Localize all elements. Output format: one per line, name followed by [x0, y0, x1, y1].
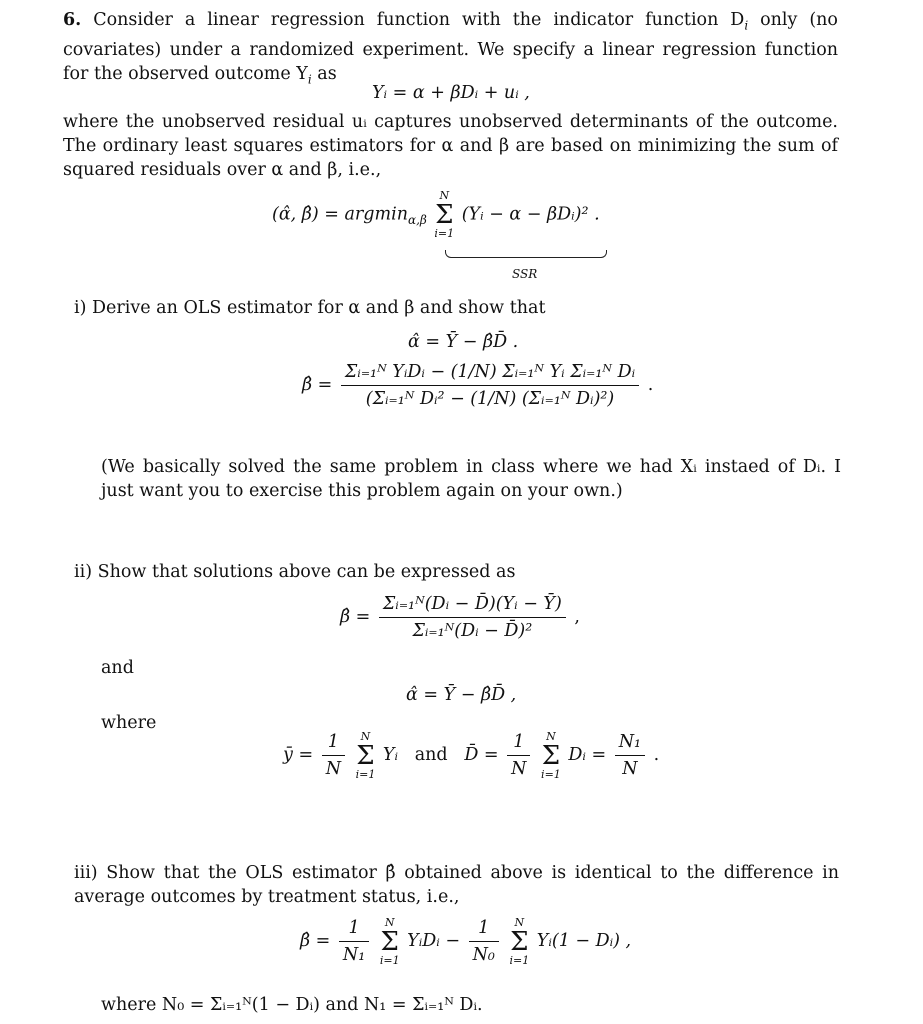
control-sum-upper: N [514, 915, 525, 929]
treated-sum-lower: i=1 [379, 953, 400, 967]
inv-n1-fraction [339, 916, 369, 967]
ybar-sum-upper: N [360, 729, 371, 743]
n1-over-n-fraction [615, 730, 645, 781]
control-term: Yᵢ(1 − Dᵢ) , [536, 931, 632, 951]
ybar-term: Yᵢ [382, 745, 398, 765]
means-and-word: and [414, 745, 448, 765]
part-ii-beta-numerator: Σᵢ₌₁ᴺ(Dᵢ − D̄)(Yᵢ − Ȳ) [379, 592, 566, 618]
part-ii-alpha-equation: α̂ = Ȳ − β̂D̄ , [406, 685, 517, 705]
treated-sum-upper: N [384, 915, 395, 929]
inv-n0-denominator: N₀ [472, 945, 495, 965]
part-ii-and-word: and [101, 658, 134, 678]
part-i-text: Derive an OLS estimator for α and β and show that [92, 298, 546, 318]
part-ii-label: ii) [74, 562, 93, 582]
ssr-label: SSR [512, 267, 538, 281]
dbar-fraction-denominator: N [511, 759, 527, 779]
ssr-underbrace [445, 250, 607, 258]
part-ii-beta-denominator: Σᵢ₌₁ᴺ(Dᵢ − D̄)² [412, 621, 533, 641]
treated-sum: N Σ i=1 [379, 915, 400, 967]
inv-n1-denominator: N₁ [342, 945, 366, 965]
part-i-beta-equation [302, 360, 653, 411]
argmin-sum-upper: N [439, 189, 450, 202]
part-i-beta-fraction [341, 360, 639, 411]
ybar-fraction [322, 730, 345, 781]
control-sum: N Σ i=1 [509, 915, 530, 967]
problem-number: 6. [63, 10, 82, 30]
dbar-fraction [507, 730, 530, 781]
problem-intro: 6. Consider a linear regression function with the indicator function $D_i$ only (no covariates) under a randomized experiment. We specify a linear regression function for the observed outcome $Y_i$ as [63, 10, 838, 86]
dbar-term: Dᵢ = [568, 745, 607, 765]
dbar-sum-lower: i=1 [541, 767, 561, 781]
inv-n0-fraction [469, 916, 499, 967]
part-iii-beta-lhs: β̂ = [300, 931, 331, 951]
part-ii-where-word: where [101, 713, 157, 733]
n1-over-n-numerator: N₁ [615, 730, 645, 756]
part-ii-means-equation [283, 730, 659, 781]
intro-line-1: Consider a linear regression function with the indicator function D [93, 10, 745, 30]
argmin-sum: N Σ i=1 [434, 189, 455, 240]
means-end-dot: . [653, 745, 660, 765]
inv-n0-numerator: 1 [469, 916, 499, 942]
residual-paragraph: where the unobserved residual uᵢ captures unobserved determinants of the outcome. The ordinary least squares estimators for α and β are based on minimizing the sum of squared residuals over α and β, i.e., [63, 112, 838, 180]
part-i-beta-end: . [647, 375, 654, 395]
dbar-sum: N Σ i=1 [541, 729, 561, 781]
intro-line-2: only (no covariates) under a randomized experiment. We specify a linear regression function for the observed outcome Y [63, 10, 838, 84]
ybar-fraction-numerator: 1 [322, 730, 345, 756]
inv-n1-numerator: 1 [339, 916, 369, 942]
dbar-lhs: D̄ = [464, 745, 499, 765]
ybar-lhs: ȳ = [283, 745, 314, 765]
part-iii [74, 861, 839, 909]
part-i [74, 296, 844, 320]
part-ii-beta-lhs: β̂ = [340, 607, 371, 627]
argmin-equation [272, 190, 600, 240]
part-i-note: (We basically solved the same problem in class where we had Xᵢ instaed of Dᵢ. I just want you to exercise this problem again on your own.) [101, 457, 841, 501]
part-iii-beta-equation [300, 916, 631, 967]
ybar-fraction-denominator: N [325, 759, 342, 779]
control-sum-lower: i=1 [509, 953, 530, 967]
dbar-sum-upper: N [546, 729, 556, 743]
treated-term: YᵢDᵢ − [407, 931, 460, 951]
ybar-sum-lower: i=1 [355, 767, 376, 781]
part-iii-label: iii) [74, 863, 98, 883]
part-i-beta-lhs: β̂ = [302, 375, 333, 395]
argmin-summand: (Yᵢ − α − βDᵢ)² . [461, 204, 600, 225]
part-ii [74, 560, 844, 584]
model-equation: Yᵢ = α + βDᵢ + uᵢ , [372, 83, 530, 103]
argmin-lhs: (α̂, β̂) = argmin [272, 204, 408, 225]
part-ii-beta-equation [340, 592, 580, 643]
argmin-subscript: α,β [407, 213, 427, 227]
part-ii-beta-fraction [379, 592, 566, 643]
part-i-beta-denominator: (Σᵢ₌₁ᴺ Dᵢ² − (1/N) (Σᵢ₌₁ᴺ Dᵢ)²) [365, 389, 615, 409]
ybar-sum: N Σ i=1 [355, 729, 376, 781]
part-ii-beta-end: , [574, 607, 580, 627]
dbar-fraction-numerator: 1 [507, 730, 530, 756]
part-ii-text: Show that solutions above can be expressed as [97, 562, 516, 582]
part-i-alpha-equation: α̂ = Ȳ − β̂D̄ . [408, 332, 519, 352]
part-i-label: i) [74, 298, 87, 318]
part-i-beta-numerator: Σᵢ₌₁ᴺ YᵢDᵢ − (1/N) Σᵢ₌₁ᴺ Yᵢ Σᵢ₌₁ᴺ Dᵢ [341, 360, 639, 386]
part-iii-text: Show that the OLS estimator β̂ obtained above is identical to the difference in average outcomes by treatment status, i.e., [74, 863, 839, 907]
argmin-sum-lower: i=1 [434, 227, 455, 240]
intro-line-3: as [317, 63, 337, 84]
n1-over-n-denominator: N [622, 759, 638, 779]
part-iii-where-text: where N₀ = Σᵢ₌₁ᴺ(1 − Dᵢ) and N₁ = Σᵢ₌₁ᴺ Dᵢ. [101, 995, 483, 1015]
